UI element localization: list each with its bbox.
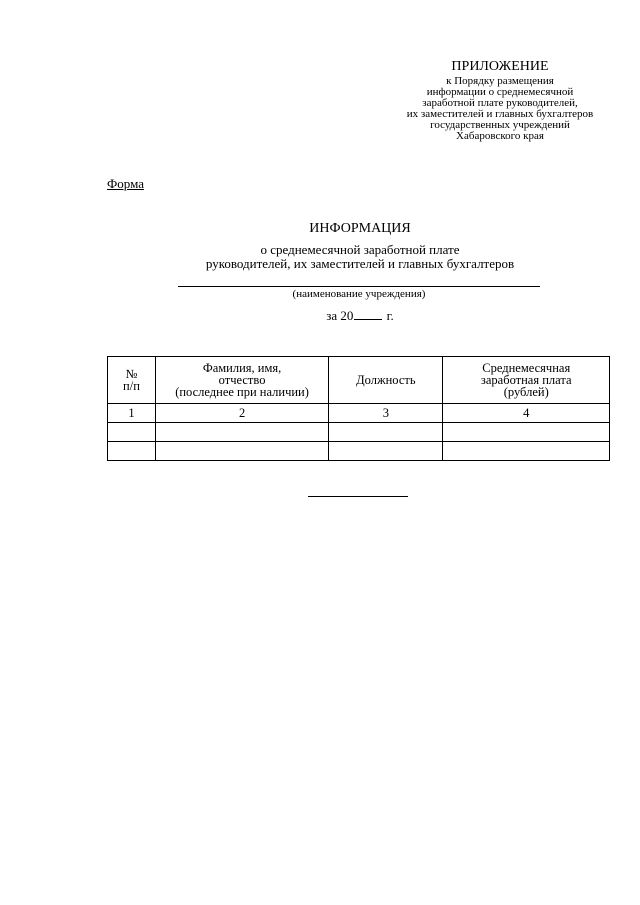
form-label: Форма	[107, 176, 144, 191]
header-text: (рублей)	[503, 385, 549, 399]
table-cell: 4	[443, 404, 610, 423]
appendix-line: информации о среднемесячной	[426, 86, 574, 98]
period-prefix: за 20	[326, 308, 354, 323]
header-text: (последнее при наличии)	[175, 385, 309, 399]
appendix-line: Хабаровского края	[456, 130, 544, 142]
institution-name-line	[178, 286, 540, 287]
header-text: отчество	[218, 373, 266, 387]
header-number	[108, 357, 156, 404]
table-row	[108, 423, 610, 442]
subtitle-line: о среднемесячной заработной плате	[260, 242, 460, 257]
table-header-row	[108, 357, 610, 404]
table-column-numbers-row	[108, 404, 610, 423]
table-row	[108, 442, 610, 461]
table-cell	[108, 442, 156, 461]
document-title: ИНФОРМАЦИЯ	[309, 221, 411, 236]
table-cell	[443, 423, 610, 442]
appendix-block	[370, 58, 630, 142]
header-text: №	[125, 367, 138, 381]
header-text: Должность	[356, 373, 416, 387]
header-text: Среднемесячная	[482, 361, 571, 375]
table-cell: 3	[329, 404, 443, 423]
table-cell	[155, 423, 328, 442]
table-cell	[329, 442, 443, 461]
period-line	[0, 308, 640, 324]
header-text: п/п	[123, 379, 140, 393]
subtitle-line: руководителей, их заместителей и главных бухгалтеров	[205, 256, 515, 271]
table-cell: 2	[155, 404, 328, 423]
header-salary	[443, 357, 610, 404]
table-cell	[155, 442, 328, 461]
header-text: заработная плата	[480, 373, 572, 387]
institution-caption: (наименование учреждения)	[292, 288, 426, 300]
table-cell	[443, 442, 610, 461]
header-text: Фамилия, имя,	[202, 361, 282, 375]
table-cell	[108, 423, 156, 442]
document-subtitle	[0, 243, 640, 271]
appendix-line: их заместителей и главных бухгалтеров	[406, 108, 594, 120]
period-suffix: г.	[386, 308, 394, 323]
appendix-title: ПРИЛОЖЕНИЕ	[451, 59, 549, 74]
year-blank	[354, 309, 382, 320]
appendix-line: государственных учреждений	[430, 119, 570, 131]
header-position	[329, 357, 443, 404]
header-full-name	[155, 357, 328, 404]
table-cell	[329, 423, 443, 442]
appendix-line: заработной плате руководителей,	[422, 97, 578, 109]
table-cell: 1	[108, 404, 156, 423]
appendix-line: к Порядку размещения	[446, 75, 554, 87]
end-separator-line	[308, 496, 408, 497]
salary-table	[107, 356, 610, 461]
